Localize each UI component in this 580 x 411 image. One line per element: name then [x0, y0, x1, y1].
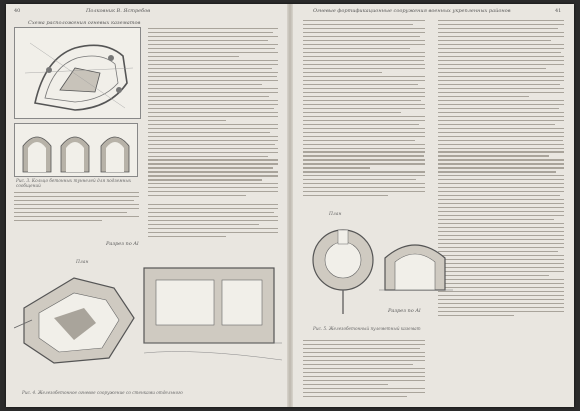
- tunnel-drawing: [15, 124, 137, 176]
- left-page-number: 40: [14, 8, 21, 14]
- fig5-plan-label: План: [329, 212, 342, 217]
- left-page: [6, 4, 287, 407]
- left-text-column-top: [148, 28, 278, 199]
- fig4-plan-label: План: [76, 260, 89, 265]
- right-text-column-1: [303, 20, 425, 199]
- emplacement-figure: [14, 248, 282, 386]
- fig5-caption: Рис. 5. Железобетонный пулеметный каземат: [313, 326, 421, 331]
- right-page-number: 41: [555, 8, 562, 14]
- fig1-title: Схема расположения огневых казематов: [28, 20, 141, 26]
- emplacement-drawing: [14, 248, 282, 386]
- machine-gun-casemate-drawing: [303, 220, 453, 316]
- left-running-head: Полковник В. Ястребов: [86, 8, 151, 14]
- right-page: [293, 4, 574, 407]
- casemate-layout-figure: [14, 27, 141, 119]
- right-text-column-2: [438, 20, 564, 319]
- fig3-caption: Рис. 3. Кольцо бетонных туннелей для подземных сообщений: [16, 178, 132, 188]
- fig4-caption: Рис. 4. Железобетонное огневое сооружение со стенками отдельного: [22, 390, 183, 395]
- right-text-column-1-bottom: [303, 340, 425, 400]
- fig4-section-heading: Разрез по Al: [106, 241, 139, 247]
- casemate-layout-drawing: [15, 28, 140, 118]
- fig5-section-heading: Разрез по Al: [388, 308, 421, 314]
- machine-gun-casemate-figure: [303, 220, 453, 316]
- tunnel-figure: [14, 123, 138, 177]
- right-running-head: Огневые фортификационные сооружения военных укрепленных районов: [313, 8, 511, 14]
- left-text-column-mid: [14, 192, 139, 224]
- left-text-column-lower: [148, 204, 278, 240]
